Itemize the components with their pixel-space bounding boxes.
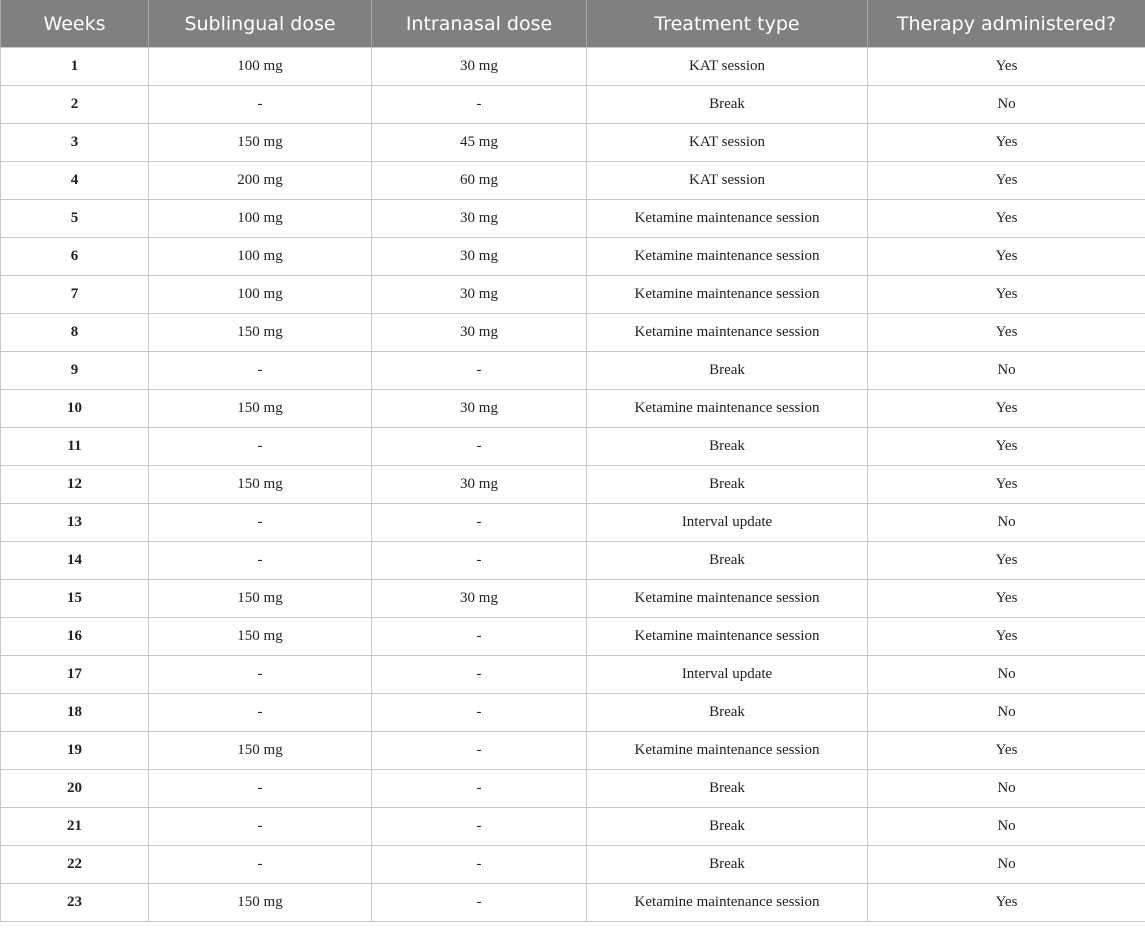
sublingual-dose-cell: 150 mg — [149, 124, 372, 162]
table-row — [1, 428, 1145, 466]
week-cell: 22 — [1, 846, 149, 884]
therapy-administered-cell: Yes — [868, 238, 1145, 276]
treatment-type-cell: Break — [587, 542, 868, 580]
header-weeks: Weeks — [1, 0, 149, 48]
table-row — [1, 86, 1145, 124]
treatment-type-cell: Ketamine maintenance session — [587, 314, 868, 352]
week-cell: 8 — [1, 314, 149, 352]
intranasal-dose-cell: - — [372, 618, 587, 656]
header-row — [1, 0, 1145, 48]
therapy-administered-cell: Yes — [868, 542, 1145, 580]
table-row — [1, 770, 1145, 808]
therapy-administered-cell: Yes — [868, 618, 1145, 656]
therapy-administered-cell: Yes — [868, 200, 1145, 238]
treatment-type-cell: Break — [587, 846, 868, 884]
week-cell: 14 — [1, 542, 149, 580]
week-cell: 4 — [1, 162, 149, 200]
treatment-type-cell: Ketamine maintenance session — [587, 580, 868, 618]
table-row — [1, 352, 1145, 390]
sublingual-dose-cell: - — [149, 694, 372, 732]
intranasal-dose-cell: - — [372, 428, 587, 466]
treatment-type-cell: Break — [587, 466, 868, 504]
sublingual-dose-cell: 100 mg — [149, 238, 372, 276]
intranasal-dose-cell: - — [372, 694, 587, 732]
therapy-administered-cell: Yes — [868, 390, 1145, 428]
treatment-type-cell: Ketamine maintenance session — [587, 238, 868, 276]
sublingual-dose-cell: - — [149, 86, 372, 124]
treatment-type-cell: KAT session — [587, 124, 868, 162]
intranasal-dose-cell: - — [372, 846, 587, 884]
treatment-type-cell: Interval update — [587, 504, 868, 542]
sublingual-dose-cell: 100 mg — [149, 200, 372, 238]
treatment-type-cell: Break — [587, 770, 868, 808]
week-cell: 11 — [1, 428, 149, 466]
therapy-administered-cell: Yes — [868, 580, 1145, 618]
header-treatment-type: Treatment type — [587, 0, 868, 48]
table-row — [1, 808, 1145, 846]
sublingual-dose-cell: 150 mg — [149, 466, 372, 504]
treatment-type-cell: KAT session — [587, 162, 868, 200]
sublingual-dose-cell: - — [149, 352, 372, 390]
table-row — [1, 466, 1145, 504]
sublingual-dose-cell: 150 mg — [149, 314, 372, 352]
header-intranasal-dose: Intranasal dose — [372, 0, 587, 48]
week-cell: 19 — [1, 732, 149, 770]
treatment-type-cell: KAT session — [587, 48, 868, 86]
therapy-administered-cell: Yes — [868, 732, 1145, 770]
table-row — [1, 656, 1145, 694]
table-body — [1, 48, 1145, 922]
treatment-type-cell: Ketamine maintenance session — [587, 276, 868, 314]
intranasal-dose-cell: 45 mg — [372, 124, 587, 162]
sublingual-dose-cell: 200 mg — [149, 162, 372, 200]
week-cell: 5 — [1, 200, 149, 238]
intranasal-dose-cell: - — [372, 732, 587, 770]
table-row — [1, 884, 1145, 922]
table-row — [1, 238, 1145, 276]
week-cell: 6 — [1, 238, 149, 276]
intranasal-dose-cell: 30 mg — [372, 200, 587, 238]
therapy-administered-cell: Yes — [868, 124, 1145, 162]
week-cell: 1 — [1, 48, 149, 86]
intranasal-dose-cell: - — [372, 542, 587, 580]
table-row — [1, 846, 1145, 884]
therapy-administered-cell: Yes — [868, 428, 1145, 466]
intranasal-dose-cell: 30 mg — [372, 390, 587, 428]
intranasal-dose-cell: - — [372, 884, 587, 922]
week-cell: 23 — [1, 884, 149, 922]
sublingual-dose-cell: 150 mg — [149, 732, 372, 770]
table-header — [1, 0, 1145, 48]
sublingual-dose-cell: 150 mg — [149, 618, 372, 656]
therapy-administered-cell: No — [868, 846, 1145, 884]
treatment-type-cell: Break — [587, 86, 868, 124]
therapy-administered-cell: Yes — [868, 48, 1145, 86]
week-cell: 20 — [1, 770, 149, 808]
table-row — [1, 504, 1145, 542]
week-cell: 13 — [1, 504, 149, 542]
table-row — [1, 162, 1145, 200]
intranasal-dose-cell: 30 mg — [372, 580, 587, 618]
treatment-type-cell: Interval update — [587, 656, 868, 694]
treatment-type-cell: Ketamine maintenance session — [587, 732, 868, 770]
week-cell: 2 — [1, 86, 149, 124]
therapy-administered-cell: No — [868, 504, 1145, 542]
treatment-type-cell: Break — [587, 694, 868, 732]
table-row — [1, 390, 1145, 428]
sublingual-dose-cell: 150 mg — [149, 580, 372, 618]
treatment-type-cell: Break — [587, 352, 868, 390]
sublingual-dose-cell: - — [149, 656, 372, 694]
sublingual-dose-cell: 100 mg — [149, 48, 372, 86]
intranasal-dose-cell: - — [372, 86, 587, 124]
therapy-administered-cell: Yes — [868, 466, 1145, 504]
treatment-type-cell: Break — [587, 428, 868, 466]
sublingual-dose-cell: 150 mg — [149, 390, 372, 428]
table-row — [1, 618, 1145, 656]
therapy-administered-cell: No — [868, 86, 1145, 124]
table-row — [1, 542, 1145, 580]
therapy-administered-cell: No — [868, 770, 1145, 808]
intranasal-dose-cell: 30 mg — [372, 48, 587, 86]
intranasal-dose-cell: - — [372, 808, 587, 846]
therapy-administered-cell: No — [868, 352, 1145, 390]
header-therapy-administered: Therapy administered? — [868, 0, 1145, 48]
intranasal-dose-cell: - — [372, 770, 587, 808]
table-row — [1, 200, 1145, 238]
intranasal-dose-cell: - — [372, 352, 587, 390]
header-sublingual-dose: Sublingual dose — [149, 0, 372, 48]
sublingual-dose-cell: - — [149, 428, 372, 466]
intranasal-dose-cell: - — [372, 504, 587, 542]
week-cell: 9 — [1, 352, 149, 390]
table-row — [1, 580, 1145, 618]
week-cell: 18 — [1, 694, 149, 732]
treatment-type-cell: Break — [587, 808, 868, 846]
treatment-type-cell: Ketamine maintenance session — [587, 390, 868, 428]
week-cell: 15 — [1, 580, 149, 618]
sublingual-dose-cell: - — [149, 504, 372, 542]
table-row — [1, 276, 1145, 314]
therapy-administered-cell: No — [868, 694, 1145, 732]
therapy-administered-cell: Yes — [868, 314, 1145, 352]
week-cell: 10 — [1, 390, 149, 428]
therapy-administered-cell: Yes — [868, 884, 1145, 922]
sublingual-dose-cell: - — [149, 542, 372, 580]
intranasal-dose-cell: - — [372, 656, 587, 694]
therapy-administered-cell: Yes — [868, 276, 1145, 314]
intranasal-dose-cell: 30 mg — [372, 466, 587, 504]
treatment-type-cell: Ketamine maintenance session — [587, 200, 868, 238]
week-cell: 16 — [1, 618, 149, 656]
intranasal-dose-cell: 30 mg — [372, 314, 587, 352]
table-row — [1, 124, 1145, 162]
week-cell: 12 — [1, 466, 149, 504]
table-row — [1, 48, 1145, 86]
therapy-administered-cell: No — [868, 808, 1145, 846]
sublingual-dose-cell: 150 mg — [149, 884, 372, 922]
table-row — [1, 694, 1145, 732]
therapy-administered-cell: Yes — [868, 162, 1145, 200]
week-cell: 7 — [1, 276, 149, 314]
sublingual-dose-cell: - — [149, 808, 372, 846]
table-row — [1, 314, 1145, 352]
treatment-type-cell: Ketamine maintenance session — [587, 618, 868, 656]
intranasal-dose-cell: 60 mg — [372, 162, 587, 200]
intranasal-dose-cell: 30 mg — [372, 238, 587, 276]
sublingual-dose-cell: 100 mg — [149, 276, 372, 314]
sublingual-dose-cell: - — [149, 846, 372, 884]
treatment-type-cell: Ketamine maintenance session — [587, 884, 868, 922]
therapy-administered-cell: No — [868, 656, 1145, 694]
sublingual-dose-cell: - — [149, 770, 372, 808]
intranasal-dose-cell: 30 mg — [372, 276, 587, 314]
week-cell: 21 — [1, 808, 149, 846]
week-cell: 17 — [1, 656, 149, 694]
week-cell: 3 — [1, 124, 149, 162]
table-row — [1, 732, 1145, 770]
